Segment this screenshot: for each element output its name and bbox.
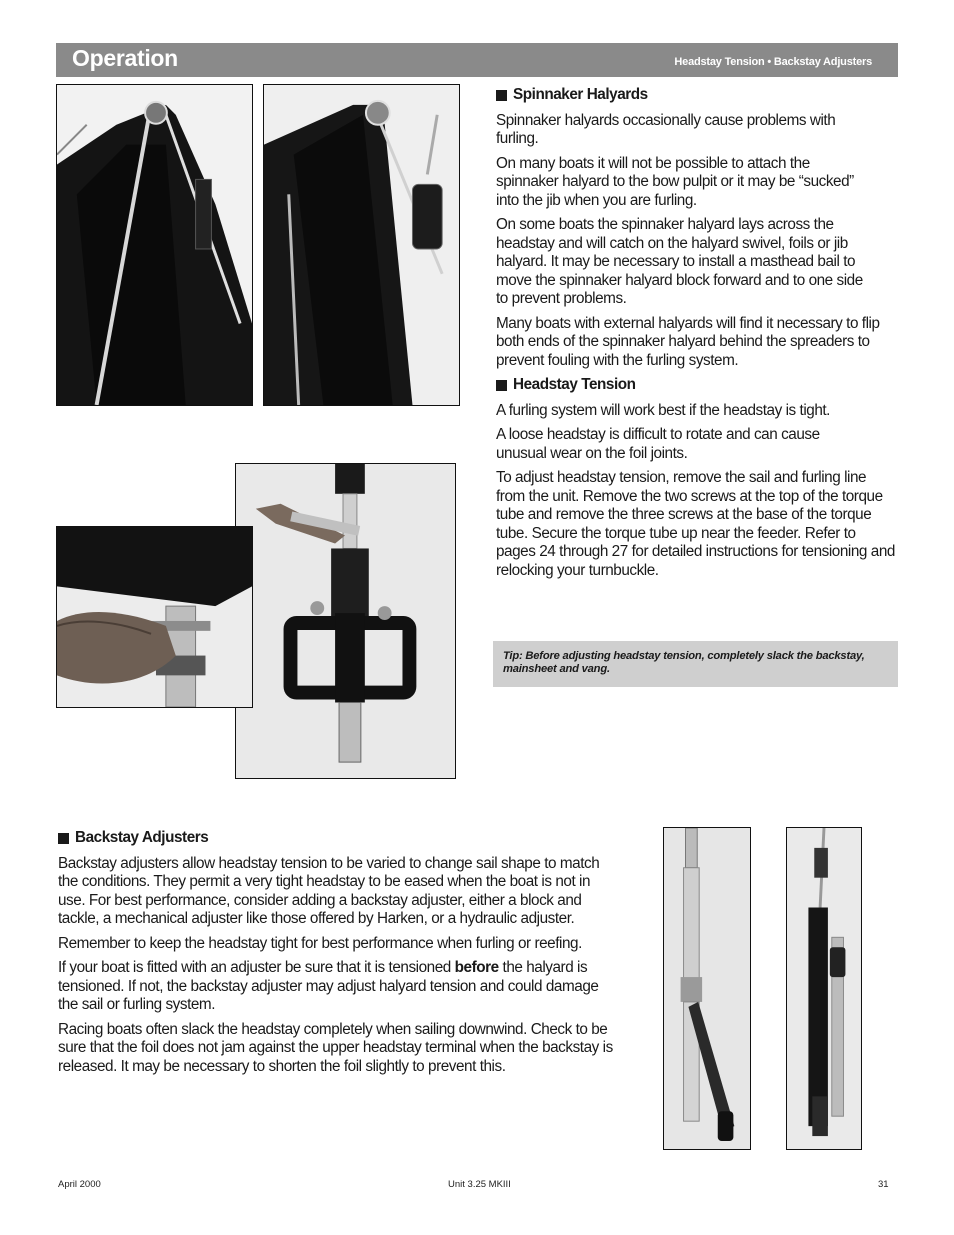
backstay-p3-text: If your boat is fitted with an adjuster be sure that it is tensioned	[58, 959, 455, 976]
headstay-paragraph: A loose headstay is difficult to rotate and can cause unusual wear on the foil joints.	[496, 426, 820, 462]
header-bar	[56, 43, 898, 77]
backstay-paragraph: Racing boats often slack the headstay completely when sailing downwind. Check to be sure that the foil does not jam against the upper headstay terminal when the backstay is released. It may be necessary to shorten the foil slightly to prevent this.	[58, 1020, 613, 1075]
masthead-photo-1	[56, 84, 253, 406]
spinnaker-paragraph: On some boats the spinnaker halyard lays across the headstay and will catch on the halyard swivel, foils or jib halyard. It may be necessary to install a masthead bail to move the spinnaker halyard block forward and to one side to prevent problems.	[496, 216, 863, 307]
headstay-paragraph: A furling system will work best if the headstay is tight.	[496, 401, 830, 419]
turnbuckle-hand-photo	[56, 526, 253, 708]
backstay-p3-text: the halyard is tensioned. If not, the backstay adjuster may adjust halyard tension and could damage the sail or furling system.	[58, 959, 599, 1013]
backstay-section	[58, 829, 620, 1082]
square-bullet-icon	[496, 380, 507, 391]
footer-date: April 2000	[58, 1179, 101, 1190]
tip-box: Tip: Before adjusting headstay tension, completely slack the backstay, mainsheet and vang.	[493, 641, 898, 687]
square-bullet-icon	[58, 833, 69, 844]
backstay-adjuster-photo-1	[663, 827, 751, 1150]
headstay-heading	[496, 376, 898, 395]
square-bullet-icon	[496, 90, 507, 101]
backstay-adjuster-photo-2	[786, 827, 862, 1150]
spinnaker-paragraph: On many boats it will not be possible to attach the spinnaker halyard to the bow pulpit or it may be “sucked” into the jib when you are furling.	[496, 154, 854, 209]
backstay-paragraph: Remember to keep the headstay tight for best performance when furling or reefing.	[58, 934, 582, 952]
spinnaker-heading	[496, 86, 898, 105]
page-number: 31	[878, 1179, 889, 1190]
section-subtitle: Headstay Tension • Backstay Adjusters	[674, 56, 872, 68]
backstay-p3-bold: before	[454, 959, 499, 976]
footer-unit: Unit 3.25 MKIII	[448, 1179, 511, 1190]
masthead-photo-2	[263, 84, 460, 406]
spinnaker-paragraph: Spinnaker halyards occasionally cause problems with furling.	[496, 111, 836, 147]
backstay-heading	[58, 829, 620, 848]
headstay-paragraph: To adjust headstay tension, remove the sail and furling line from the unit. Remove the two screws at the top of the torque tube and remove the three screws at the base of the torque tube. Secure the torque tube up near the feeder. Refer to pages 24 through 27 for detailed instructions for tensioning and relocking your turnbuckle.	[496, 469, 895, 579]
backstay-paragraph: Backstay adjusters allow headstay tension to be varied to change sail shape to match the conditions. They permit a very tight headstay to be eased when the boat is not in use. For best performance, consider adding a backstay adjuster, either a block and tackle, a mechanical adjuster like those offered by Harken, or a hydraulic adjuster.	[58, 854, 600, 927]
backstay-heading-text: Backstay Adjusters	[75, 829, 209, 846]
page-title: Operation	[72, 45, 178, 71]
spinnaker-paragraph: Many boats with external halyards will find it necessary to flip both ends of the spinnaker halyard behind the spreaders to prevent fouling with the furling system.	[496, 314, 880, 369]
spinnaker-heading-text: Spinnaker Halyards	[513, 86, 648, 103]
backstay-paragraph	[58, 959, 620, 1015]
right-column	[496, 86, 898, 586]
headstay-heading-text: Headstay Tension	[513, 376, 636, 393]
torque-tube-photo	[235, 463, 456, 779]
